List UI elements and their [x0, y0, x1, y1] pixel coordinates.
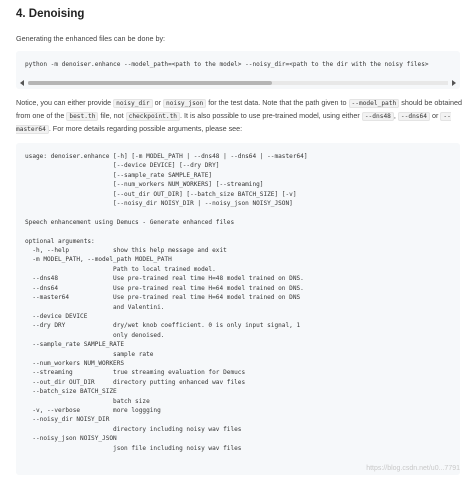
usage-line: and Valentini.: [25, 303, 165, 311]
notice-text: or: [152, 98, 164, 107]
usage-line: --streaming true streaming evaluation for Demucs: [25, 369, 246, 377]
notice-text: . For more details regarding possible arguments, please see:: [48, 124, 243, 133]
usage-line: --device DEVICE: [25, 312, 88, 320]
notice-text: should be obtained from one of the: [16, 98, 462, 120]
usage-line: json file including noisy wav files: [25, 444, 242, 452]
section-heading: 4. Denoising: [16, 8, 85, 20]
usage-line: sample rate: [25, 350, 154, 358]
usage-line: directory including noisy wav files: [25, 425, 242, 433]
usage-line: -h, --help show this help message and exit: [25, 247, 227, 255]
notice-paragraph: [16, 97, 462, 136]
usage-line: [--out_dir OUT_DIR] [--batch_size BATCH_SIZE] [-v]: [25, 190, 297, 198]
inline-code-dns48: --dns48: [362, 112, 394, 121]
notice-text: Notice, you can either provide: [16, 98, 114, 107]
scroll-left-icon[interactable]: [20, 80, 24, 86]
notice-text: for the test data. Note that the path given to: [206, 98, 349, 107]
inline-code-master64: --master64: [16, 113, 451, 133]
inline-code-dns64: --dns64: [398, 112, 430, 121]
usage-line: --batch_size BATCH_SIZE: [25, 388, 117, 396]
usage-line: [--device DEVICE] [--dry DRY]: [25, 162, 220, 170]
notice-text: or: [429, 111, 441, 120]
usage-line: [--num_workers NUM_WORKERS] [--streaming]: [25, 181, 264, 189]
usage-line: --noisy_dir NOISY_DIR: [25, 416, 110, 424]
command-code-block: [16, 51, 460, 89]
scrollbar-track[interactable]: [28, 81, 448, 85]
notice-text: ,: [393, 111, 398, 120]
usage-line: --out_dir OUT_DIR directory putting enhanced wav files: [25, 378, 246, 386]
notice-text: file, not: [98, 111, 126, 120]
usage-line: usage: denoiser.enhance [-h] [-m MODEL_PATH | --dns48 | --dns64 | --master64]: [25, 153, 308, 160]
inline-code-noisy-dir: noisy_dir: [113, 99, 153, 108]
usage-line: [--noisy_dir NOISY_DIR | --noisy_json NOISY_JSON]: [25, 200, 293, 208]
horizontal-scrollbar[interactable]: [18, 80, 458, 86]
usage-line: -v, --verbose more loggging: [25, 406, 161, 414]
usage-text: [25, 152, 308, 453]
scrollbar-thumb[interactable]: [28, 81, 272, 85]
usage-line: --noisy_json NOISY_JSON: [25, 435, 117, 443]
usage-line: --sample_rate SAMPLE_RATE: [25, 341, 125, 349]
usage-line: Speech enhancement using Demucs - Generate enhanced files: [25, 218, 235, 226]
usage-line: --dns48 Use pre-trained real time H=48 model trained on DNS.: [25, 275, 304, 283]
usage-line: --dry DRY dry/wet knob coefficient. 0 is only input signal, 1: [25, 322, 301, 330]
inline-code-model-path: --model_path: [349, 99, 400, 108]
usage-line: optional arguments:: [25, 237, 95, 245]
usage-line: -m MODEL_PATH, --model_path MODEL_PATH: [25, 256, 172, 264]
usage-line: --master64 Use pre-trained real time H=64 model trained on DNS: [25, 294, 301, 302]
usage-line: --dns64 Use pre-trained real time H=64 model trained on DNS.: [25, 284, 304, 292]
inline-code-noisy-json: noisy_json: [163, 99, 206, 108]
usage-line: batch size: [25, 397, 150, 405]
intro-paragraph: Generating the enhanced files can be done by:: [16, 34, 166, 43]
inline-code-best-th: best.th: [66, 112, 98, 121]
usage-line: --num_workers NUM_WORKERS: [25, 359, 125, 367]
watermark: https://blog.csdn.net/u0...7791: [366, 465, 460, 472]
usage-code-block: [16, 143, 460, 475]
command-text: python -m denoiser.enhance --model_path=<path to the model> --noisy_dir=<path to the dir with the noisy files>: [25, 61, 429, 68]
usage-line: Path to local trained model.: [25, 265, 216, 273]
usage-line: [--sample_rate SAMPLE_RATE]: [25, 171, 213, 179]
usage-line: only denoised.: [25, 331, 165, 339]
notice-text: . It is also possible to use pre-trained model, using either: [180, 111, 362, 120]
scroll-right-icon[interactable]: [452, 80, 456, 86]
inline-code-checkpoint-th: checkpoint.th: [126, 112, 180, 121]
